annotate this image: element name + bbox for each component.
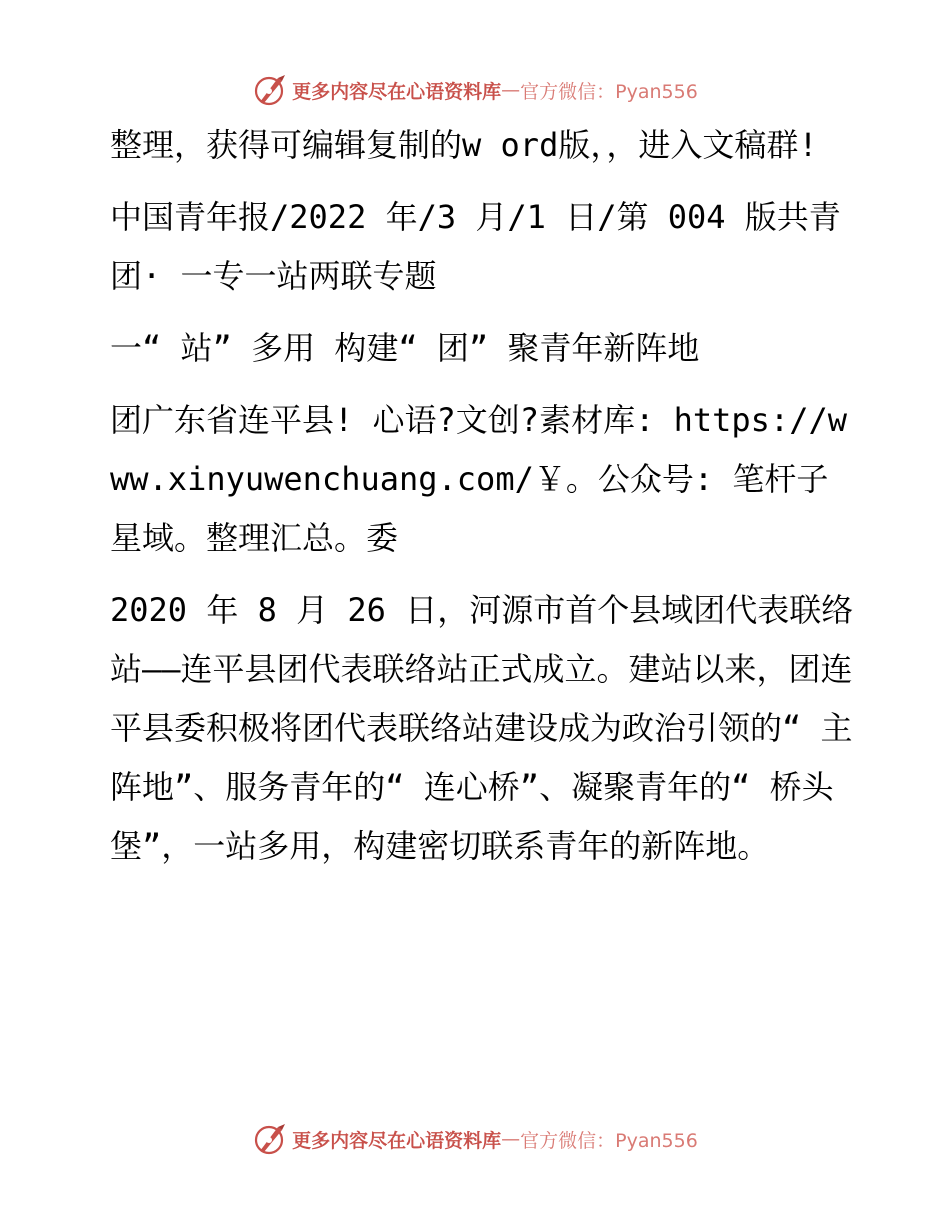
source-line: 中国青年报/2022 年/3 月/1 日/第 004 版共青团· 一专一站两联专题 bbox=[110, 198, 841, 295]
banner-separator: — bbox=[501, 1128, 521, 1150]
intro-paragraph: 整理，获得可编辑复制的w ord版，，进入文稿群! bbox=[110, 126, 818, 164]
banner-contact-text: 官方微信：Pyan556 bbox=[520, 80, 698, 103]
banner-separator: — bbox=[501, 79, 521, 101]
author-paragraph: 团广东省连平县! 心语?文创?素材库: https://www.xinyuwenchuang.com/￥。公众号: 笔杆子星域。整理汇总。委 bbox=[110, 401, 847, 557]
body-paragraph: 2020 年 8 月 26 日，河源市首个县域团代表联络站——连平县团代表联络站正式成立。建站以来，团连平县委积极将团代表联络站建设成为政治引领的“ 主阵地”、服务青年的“ 连心桥”、凝聚青年的“ 桥头堡”，一站多用，构建密切联系青年的新阵地。 bbox=[110, 591, 854, 865]
quill-pen-logo-icon bbox=[252, 1121, 288, 1157]
footer-banner bbox=[0, 1119, 950, 1159]
quill-pen-logo-icon bbox=[252, 72, 288, 108]
header-banner bbox=[0, 70, 950, 110]
banner-contact-text: 官方微信：Pyan556 bbox=[520, 1129, 698, 1152]
banner-main-text: 更多内容尽在心语资料库 bbox=[292, 1129, 502, 1152]
banner-main-text: 更多内容尽在心语资料库 bbox=[292, 80, 502, 103]
document-body bbox=[96, 116, 856, 889]
article-title: 一“ 站” 多用 构建“ 团” 聚青年新阵地 bbox=[110, 329, 700, 367]
